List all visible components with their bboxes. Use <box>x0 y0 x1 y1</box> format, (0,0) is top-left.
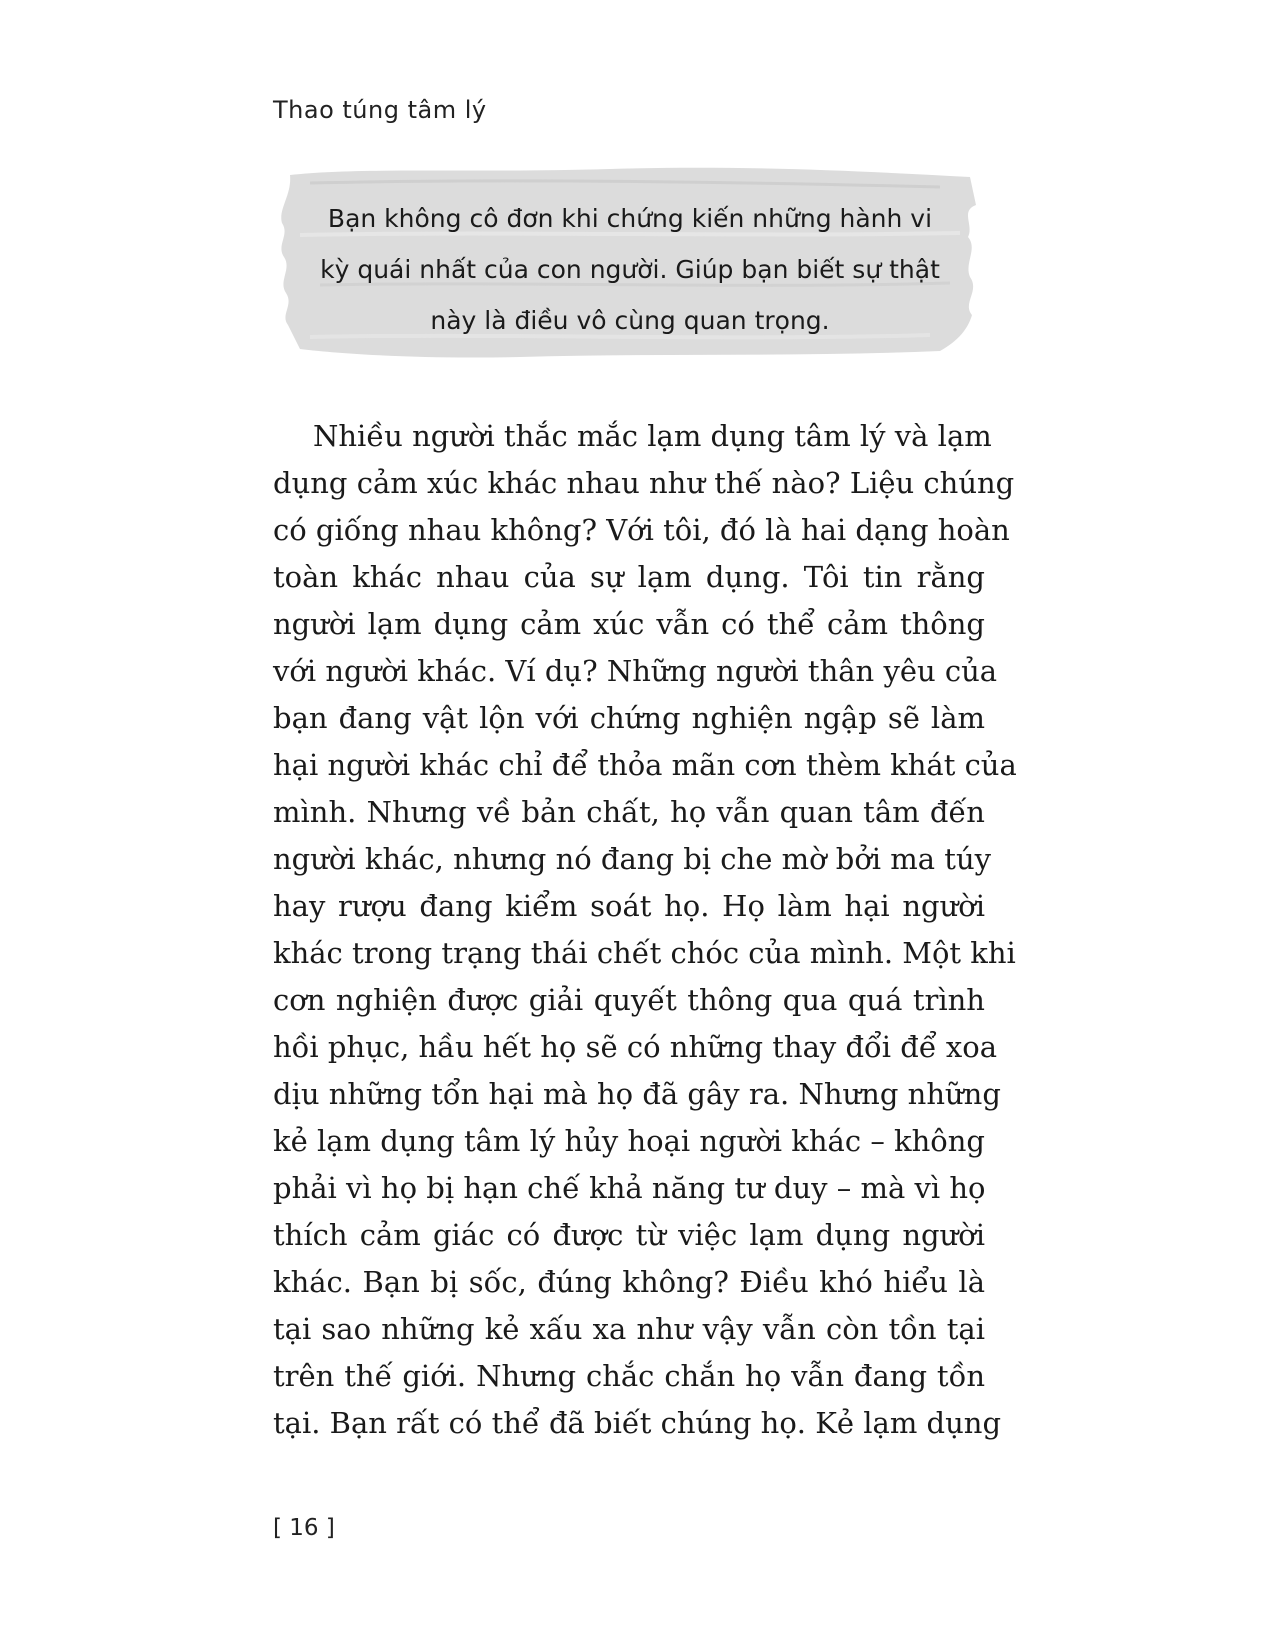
body-line: tại. Bạn rất có thể đã biết chúng họ. Kẻ lạm dụng <box>273 1406 1002 1440</box>
pull-quote-line: Bạn không cô đơn khi chứng kiến những hành vi <box>327 204 933 233</box>
body-line: hồi phục, hầu hết họ sẽ có những thay đổi để xoa <box>273 1030 998 1064</box>
body-line: mình. Nhưng về bản chất, họ vẫn quan tâm đến <box>273 795 985 829</box>
running-header: Thao túng tâm lý <box>273 96 487 124</box>
body-line: người khác, nhưng nó đang bị che mờ bởi ma túy <box>273 842 992 876</box>
body-paragraph <box>273 413 1017 1447</box>
body-line: kẻ lạm dụng tâm lý hủy hoại người khác – không <box>273 1124 985 1158</box>
body-line: có giống nhau không? Với tôi, đó là hai dạng hoàn <box>273 513 1010 547</box>
pull-quote-text <box>280 193 980 346</box>
pull-quote <box>280 165 980 360</box>
body-line: dụng cảm xúc khác nhau như thế nào? Liệu chúng <box>273 466 1015 500</box>
body-line: khác. Bạn bị sốc, đúng không? Điều khó hiểu là <box>273 1265 985 1299</box>
body-line: phải vì họ bị hạn chế khả năng tư duy – mà vì họ <box>273 1171 986 1205</box>
body-line: dịu những tổn hại mà họ đã gây ra. Nhưng những <box>273 1077 1001 1111</box>
body-line: khác trong trạng thái chết chóc của mình. Một khi <box>273 936 1016 970</box>
body-line: tại sao những kẻ xấu xa như vậy vẫn còn tồn tại <box>273 1312 985 1346</box>
pull-quote-line: kỳ quái nhất của con người. Giúp bạn biết sự thật <box>320 255 940 284</box>
body-line: với người khác. Ví dụ? Những người thân yêu của <box>273 654 998 688</box>
body-line: Nhiều người thắc mắc lạm dụng tâm lý và lạm <box>313 419 992 453</box>
body-line: người lạm dụng cảm xúc vẫn có thể cảm thông <box>273 607 985 641</box>
page-number: [ 16 ] <box>273 1515 335 1541</box>
body-line: hại người khác chỉ để thỏa mãn cơn thèm khát của <box>273 748 1017 782</box>
body-line: toàn khác nhau của sự lạm dụng. Tôi tin rằng <box>273 560 985 594</box>
body-line: hay rượu đang kiểm soát họ. Họ làm hại người <box>273 889 985 923</box>
body-line: trên thế giới. Nhưng chắc chắn họ vẫn đang tồn <box>273 1359 985 1393</box>
pull-quote-line: này là điều vô cùng quan trọng. <box>430 306 830 335</box>
body-line: thích cảm giác có được từ việc lạm dụng người <box>273 1218 985 1252</box>
body-line: cơn nghiện được giải quyết thông qua quá trình <box>273 983 985 1017</box>
body-line: bạn đang vật lộn với chứng nghiện ngập sẽ làm <box>273 701 985 735</box>
